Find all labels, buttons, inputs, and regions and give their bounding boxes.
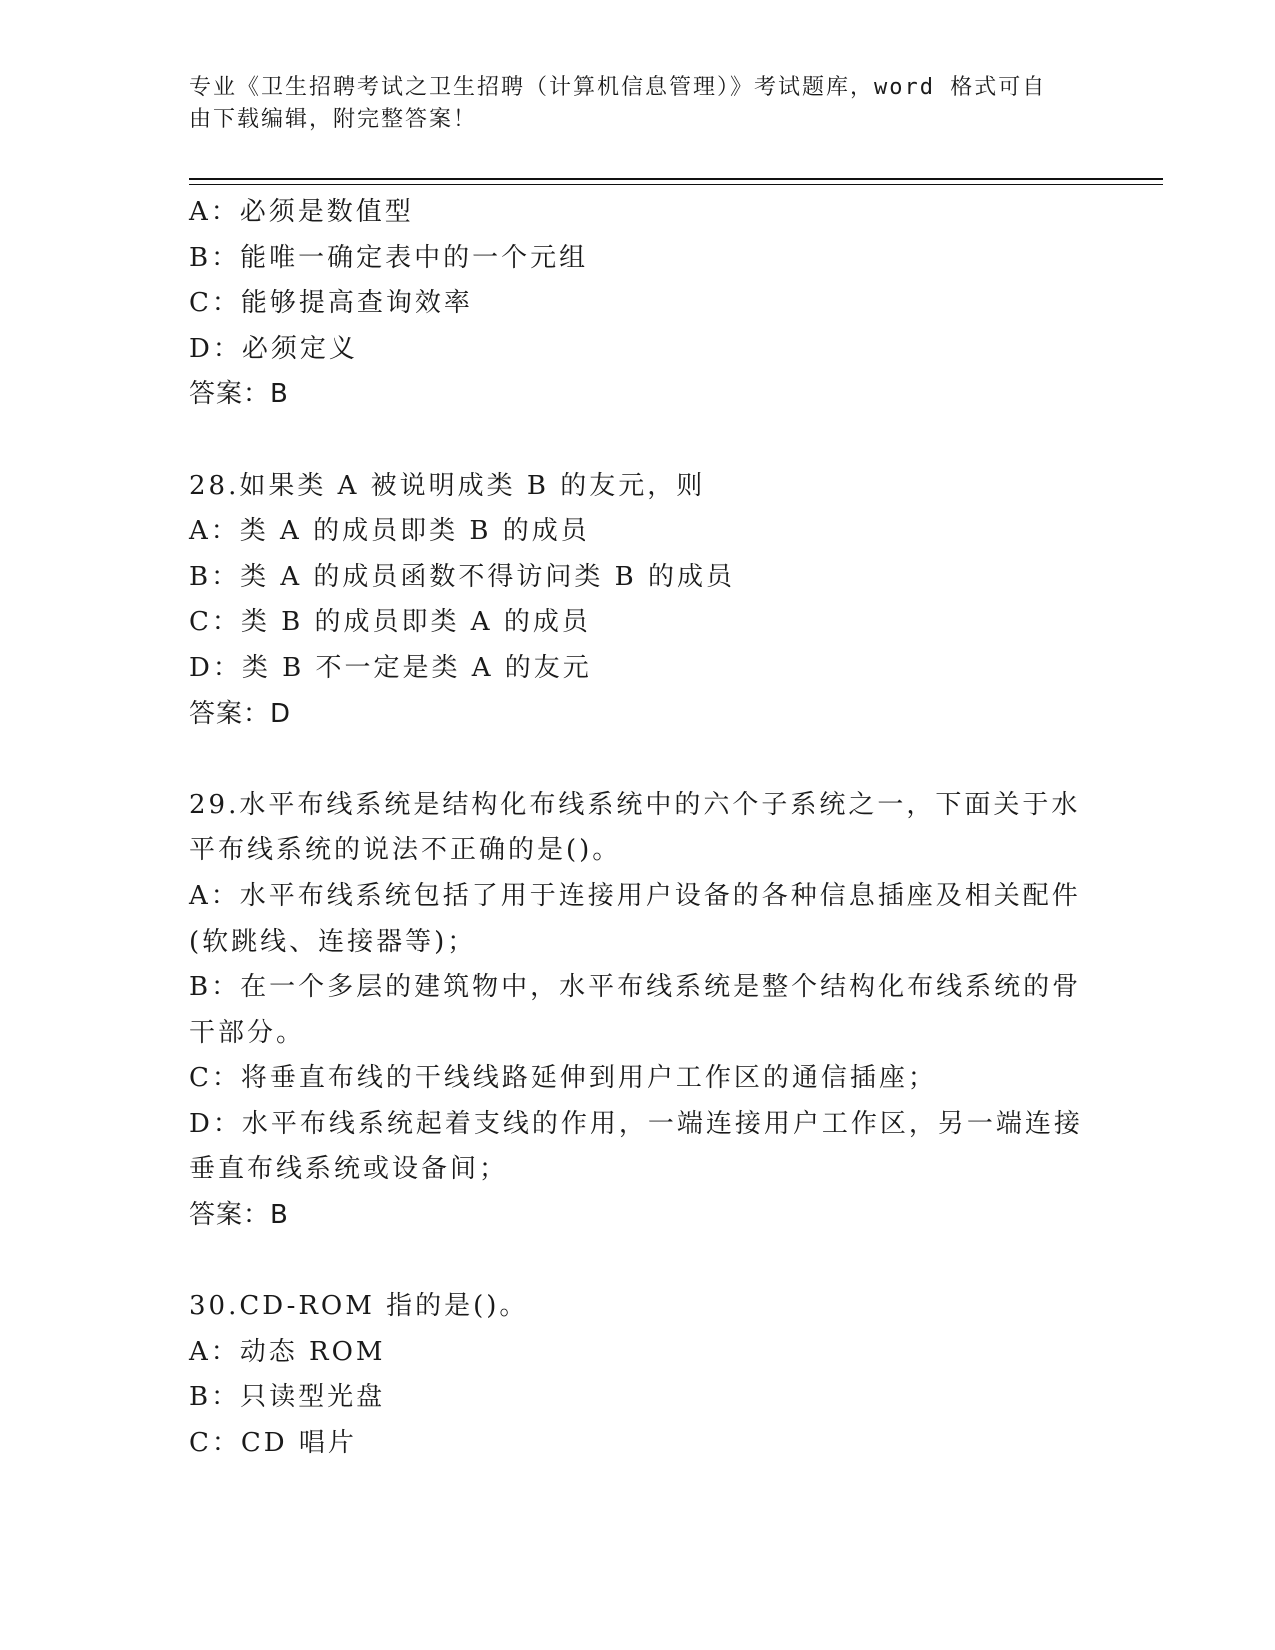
spacer <box>189 418 1089 464</box>
option-b: B：类 A 的成员函数不得访问类 B 的成员 <box>189 561 736 592</box>
question-stem-line-2: 平布线系统的说法不正确的是()。 <box>189 835 622 866</box>
question-stem: 28.如果类 A 被说明成类 B 的友元，则 <box>189 470 706 501</box>
option-c: C：类 B 的成员即类 A 的成员 <box>189 607 591 638</box>
answer: 答案：B <box>189 1200 289 1231</box>
question-27-tail <box>189 190 1089 418</box>
option-d: D：必须定义 <box>189 333 358 364</box>
header-divider-thin <box>189 184 1163 185</box>
option-a: A：动态 ROM <box>189 1336 386 1367</box>
option-a: A：必须是数值型 <box>189 197 414 227</box>
document-header <box>189 72 1079 136</box>
option-c: C：能够提高查询效率 <box>189 288 473 319</box>
header-divider-thick <box>189 178 1163 180</box>
option-c: C：CD 唱片 <box>189 1428 357 1459</box>
question-list <box>189 190 1089 1467</box>
option-a: A：类 A 的成员即类 B 的成员 <box>189 516 590 547</box>
answer: 答案：B <box>189 379 289 410</box>
option-b-line-2: 干部分。 <box>189 1017 306 1048</box>
answer: 答案：D <box>189 698 292 729</box>
option-d-line-2: 垂直布线系统或设备间； <box>189 1154 509 1185</box>
spacer <box>189 737 1089 783</box>
option-b-line-1: B：在一个多层的建筑物中，水平布线系统是整个结构化布线系统的骨 <box>189 972 1082 1003</box>
option-b: B：能唯一确定表中的一个元组 <box>189 242 589 273</box>
option-d-line-1: D：水平布线系统起着支线的作用，一端连接用户工作区，另一端连接 <box>189 1108 1083 1139</box>
header-line-1: 专业《卫生招聘考试之卫生招聘（计算机信息管理）》考试题库，word 格式可自 <box>189 75 1047 100</box>
option-c: C：将垂直布线的干线线路延伸到用户工作区的通信插座； <box>189 1063 937 1094</box>
question-stem-line-1: 29.水平布线系统是结构化布线系统中的六个子系统之一，下面关于水 <box>189 789 1081 820</box>
question-28 <box>189 464 1089 738</box>
option-d: D：类 B 不一定是类 A 的友元 <box>189 652 592 683</box>
option-a-line-1: A：水平布线系统包括了用于连接用户设备的各种信息插座及相关配件 <box>189 880 1081 911</box>
spacer <box>189 1239 1089 1285</box>
option-b: B：只读型光盘 <box>189 1382 386 1413</box>
question-30 <box>189 1284 1089 1466</box>
question-29 <box>189 783 1089 1239</box>
question-stem: 30.CD-ROM 指的是()。 <box>189 1291 529 1322</box>
header-line-2: 由下载编辑，附完整答案！ <box>189 107 478 132</box>
option-a-line-2: (软跳线、连接器等)； <box>189 926 477 957</box>
